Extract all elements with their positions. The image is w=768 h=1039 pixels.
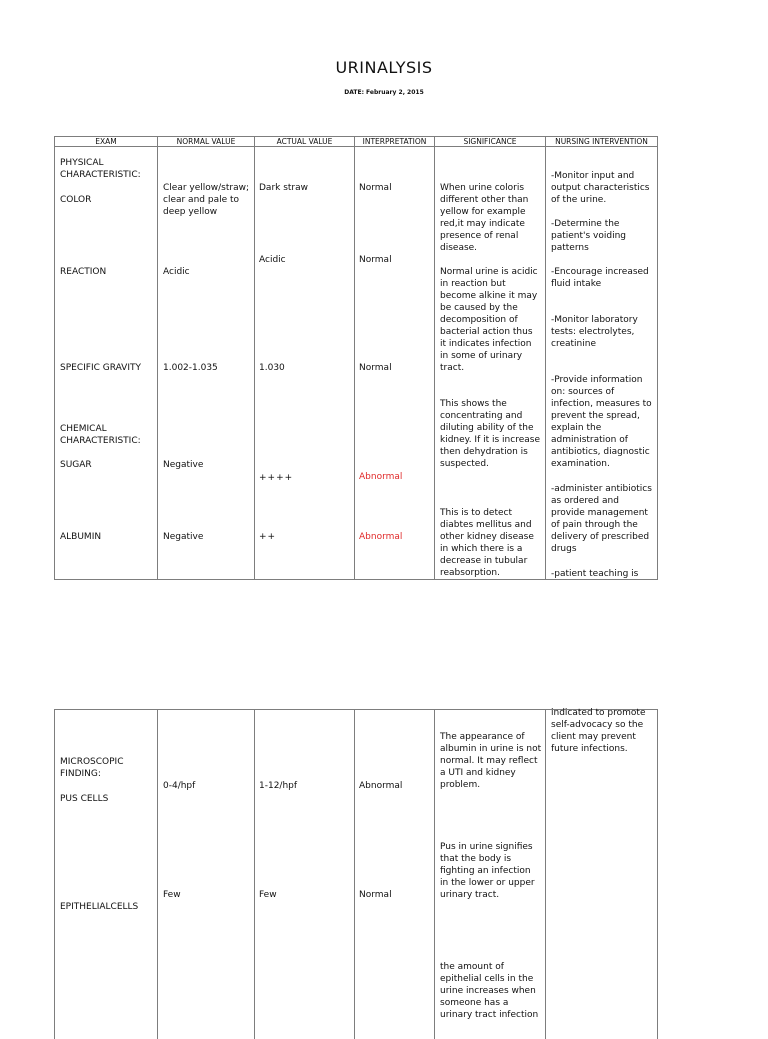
- header-actual-value: ACTUAL VALUE: [276, 137, 333, 146]
- interpretation-epithelial-cells: Normal: [359, 890, 392, 900]
- actual-albumin: ++: [259, 532, 277, 542]
- actual-reaction: Acidic: [259, 255, 286, 265]
- exam-physical-characteristic: PHYSICAL CHARACTERISTIC:: [60, 158, 141, 180]
- interpretation-specific-gravity: Normal: [359, 363, 392, 373]
- exam-microscopic-finding: MICROSCOPIC FINDING:: [60, 757, 124, 779]
- interpretation-sugar: Abnormal: [359, 472, 403, 482]
- page-title: URINALYSIS: [335, 58, 433, 77]
- significance-specific-gravity: This shows the concentrating and diluting ability of the kidney. If it is increase then dehydration is suspected.: [440, 399, 540, 469]
- normal-albumin: Negative: [163, 532, 204, 542]
- intervention-fluid-intake: -Encourage increased fluid intake: [551, 267, 649, 289]
- header-interpretation: INTERPRETATION: [362, 137, 427, 146]
- report-date: DATE: February 2, 2015: [344, 89, 424, 96]
- exam-reaction: REACTION: [60, 267, 107, 277]
- intervention-provide-info: -Provide information on: sources of infection, measures to prevent the spread, explain the administration of antibiotics, diagnostic examination.: [551, 375, 652, 469]
- normal-specific-gravity: 1.002-1.035: [163, 363, 218, 373]
- exam-chemical-characteristic: CHEMICAL CHARACTERISTIC:: [60, 424, 141, 446]
- interpretation-pus-cells: Abnormal: [359, 781, 403, 791]
- interpretation-color: Normal: [359, 183, 392, 193]
- significance-epithelial-cells: the amount of epithelial cells in the urine increases when someone has a urinary tract infection: [440, 962, 539, 1020]
- header-significance: SIGNIFICANCE: [463, 137, 517, 146]
- intervention-patient-teaching-continued: indicated to promote self-advocacy so the client may prevent future infections.: [551, 708, 646, 754]
- significance-color: When urine coloris different other than yellow for example red,it may indicate presence of renal disease.: [440, 183, 529, 253]
- significance-sugar: This is to detect diabtes mellitus and other kidney disease in which there is a decrease in tubular reabsorption.: [440, 508, 534, 578]
- normal-sugar: Negative: [163, 460, 204, 470]
- interpretation-reaction: Normal: [359, 255, 392, 265]
- exam-pus-cells: PUS CELLS: [60, 794, 109, 804]
- intervention-monitor-io: -Monitor input and output characteristics of the urine.: [551, 171, 650, 205]
- intervention-monitor-labs: -Monitor laboratory tests: electrolytes, creatinine: [551, 315, 638, 349]
- exam-sugar: SUGAR: [60, 460, 92, 470]
- urinalysis-table-page2: [54, 709, 658, 1039]
- actual-epithelial-cells: Few: [259, 890, 277, 900]
- normal-pus-cells: 0-4/hpf: [163, 781, 196, 791]
- normal-epithelial-cells: Few: [163, 890, 181, 900]
- significance-reaction: Normal urine is acidic in reaction but become alkine it may be caused by the decomposition of bacterial action thus it indicates infection in some of urinary tract.: [440, 267, 538, 373]
- significance-albumin: The appearance of albumin in urine is not normal. It may reflect a UTI and kidney problem.: [440, 732, 542, 790]
- normal-reaction: Acidic: [163, 267, 190, 277]
- exam-epithelial-cells: EPITHELIALCELLS: [60, 902, 139, 912]
- header-exam: EXAM: [95, 137, 117, 146]
- intervention-voiding-patterns: -Determine the patient's voiding patterns: [551, 219, 627, 253]
- header-normal-value: NORMAL VALUE: [176, 137, 236, 146]
- significance-pus-cells: Pus in urine signifies that the body is fighting an infection in the lower or upper urinary tract.: [440, 842, 535, 900]
- interpretation-albumin: Abnormal: [359, 532, 403, 542]
- actual-color: Dark straw: [259, 183, 309, 193]
- actual-specific-gravity: 1.030: [259, 363, 285, 373]
- exam-albumin: ALBUMIN: [60, 532, 102, 542]
- intervention-antibiotics: -administer antibiotics as ordered and provide management of pain through the delivery of prescribed drugs: [551, 484, 652, 554]
- header-nursing-intervention: NURSING INTERVENTION: [555, 137, 648, 146]
- intervention-patient-teaching: -patient teaching is: [551, 569, 639, 579]
- actual-sugar: ++++: [259, 473, 294, 483]
- normal-color: Clear yellow/straw; clear and pale to deep yellow: [163, 183, 249, 217]
- exam-color: COLOR: [60, 195, 92, 205]
- actual-pus-cells: 1-12/hpf: [259, 781, 298, 791]
- exam-specific-gravity: SPECIFIC GRAVITY: [60, 363, 141, 373]
